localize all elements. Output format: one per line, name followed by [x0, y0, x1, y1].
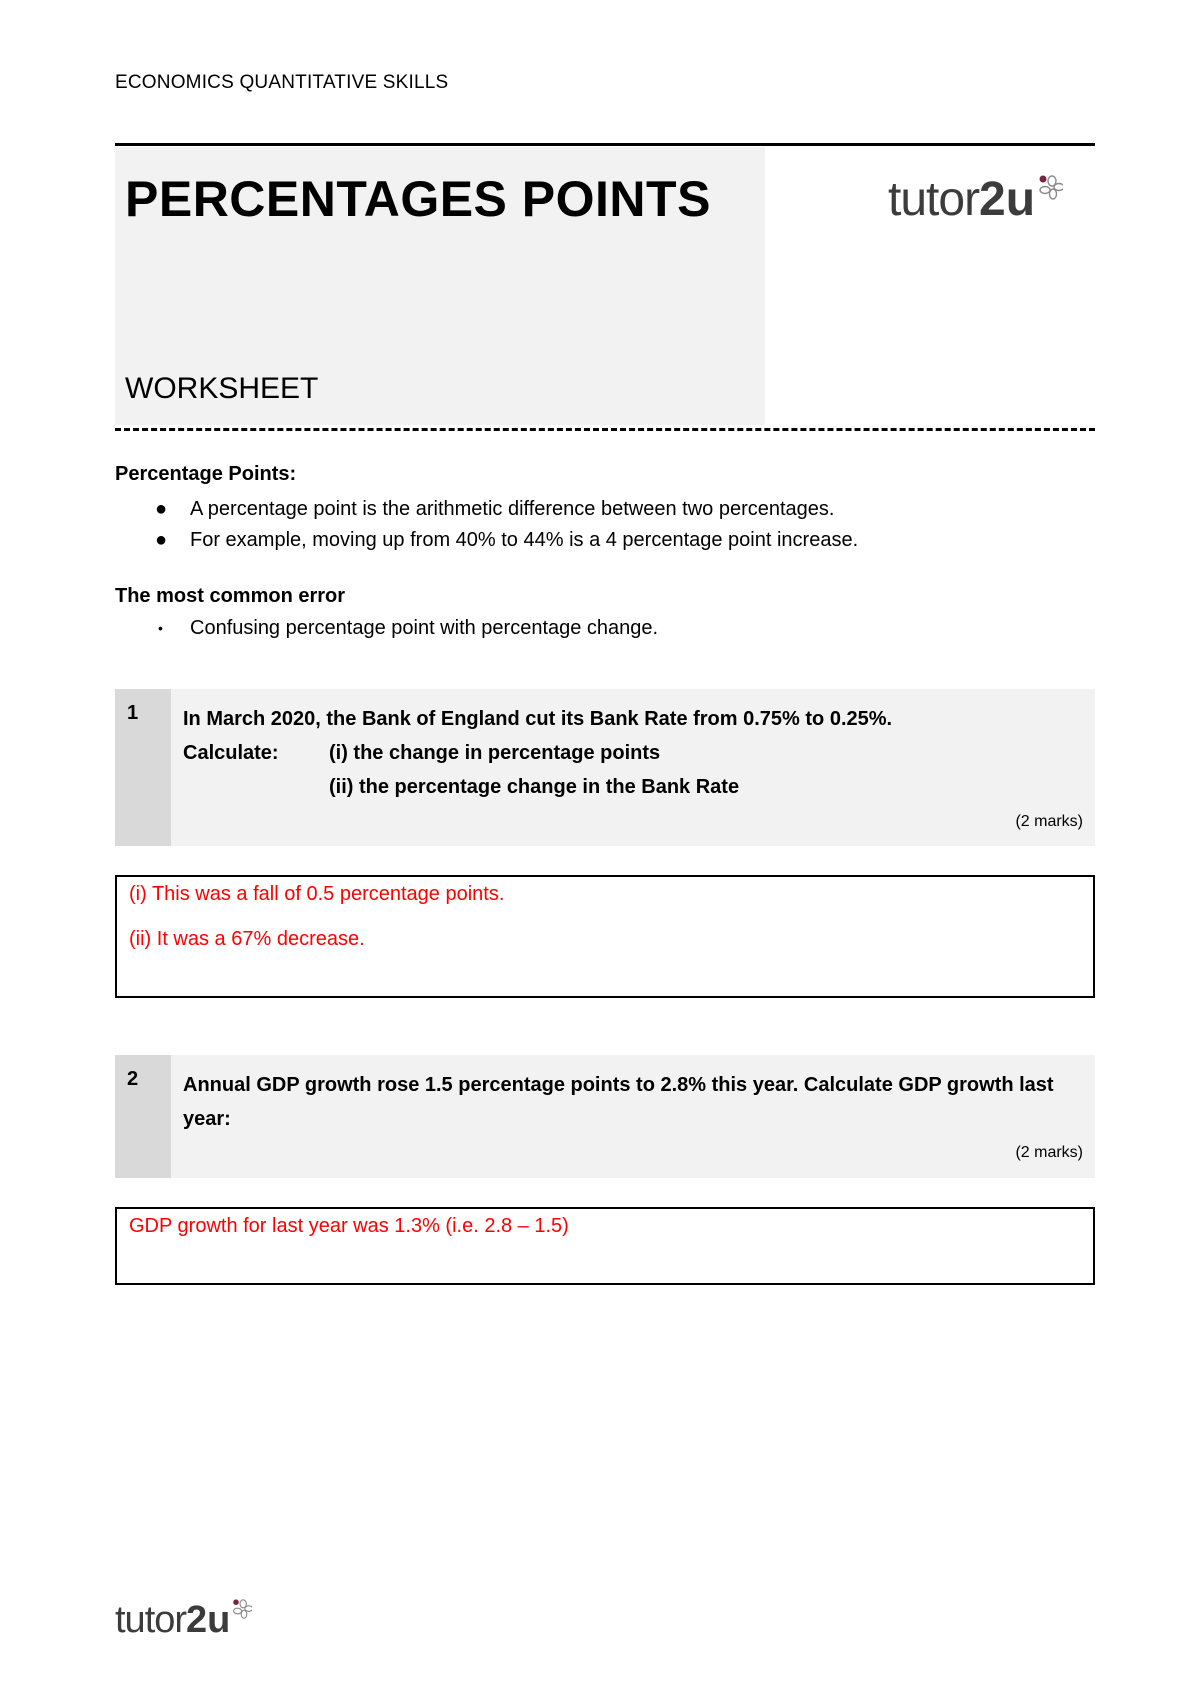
footer-logo — [115, 1597, 252, 1642]
question-number: 1 — [127, 702, 139, 724]
answer-text: (i) This was a fall of 0.5 percentage points. — [129, 883, 505, 905]
common-error-heading: The most common error — [115, 585, 346, 607]
question-1-text — [183, 702, 1075, 804]
bullet-text: A percentage point is the arithmetic difference between two percentages. — [190, 498, 835, 520]
marks-label: (2 marks) — [1015, 1144, 1083, 1161]
answer-text: (ii) It was a 67% decrease. — [129, 928, 365, 950]
bullet-text: For example, moving up from 40% to 44% is a 4 percentage point increase. — [190, 529, 859, 551]
question-2-box — [115, 1055, 1095, 1178]
bullet-icon: • — [158, 620, 163, 636]
common-error-bullets — [115, 613, 1095, 644]
marks-label: (2 marks) — [1015, 813, 1083, 830]
logo-text-a: tutor — [115, 1599, 187, 1641]
page-title: PERCENTAGES POINTS — [125, 171, 711, 227]
intro-bullets — [115, 494, 1095, 556]
flower-icon — [228, 1597, 252, 1625]
bullet-text: Confusing percentage point with percentage change. — [190, 617, 659, 639]
tutor2u-logo — [888, 172, 1063, 227]
header-label: ECONOMICS QUANTITATIVE SKILLS — [115, 72, 449, 93]
intro-heading: Percentage Points: — [115, 463, 297, 485]
flower-icon — [1033, 173, 1063, 207]
question-number-cell — [115, 689, 171, 846]
question-calc-row — [183, 736, 1075, 770]
bullet-icon: ● — [155, 498, 168, 520]
list-item — [115, 494, 1095, 525]
question-number-cell — [115, 1055, 171, 1178]
list-item — [115, 613, 1095, 644]
page-subtitle: WORKSHEET — [125, 372, 319, 405]
answer-1-box — [115, 875, 1095, 998]
section-rule — [115, 428, 1095, 431]
question-line: In March 2020, the Bank of England cut its Bank Rate from 0.75% to 0.25%. — [183, 708, 893, 730]
logo-text-a: tutor — [888, 173, 980, 226]
bullet-icon: ● — [155, 529, 168, 551]
logo-text-b: 2u — [979, 173, 1036, 226]
question-2-text: Annual GDP growth rose 1.5 percentage points to 2.8% this year. Calculate GDP growth last year: — [183, 1074, 1054, 1130]
list-item — [115, 525, 1095, 556]
question-number: 2 — [127, 1068, 139, 1090]
question-1-box — [115, 689, 1095, 846]
question-part-i: (i) the change in percentage points — [329, 742, 661, 764]
answer-2-box — [115, 1207, 1095, 1285]
logo-text-b: 2u — [186, 1599, 231, 1641]
answer-text: GDP growth for last year was 1.3% (i.e. 2.8 – 1.5) — [129, 1215, 569, 1237]
question-part-ii: (ii) the percentage change in the Bank Rate — [329, 776, 740, 798]
top-rule — [115, 143, 1095, 146]
calc-label: Calculate: — [183, 742, 279, 764]
